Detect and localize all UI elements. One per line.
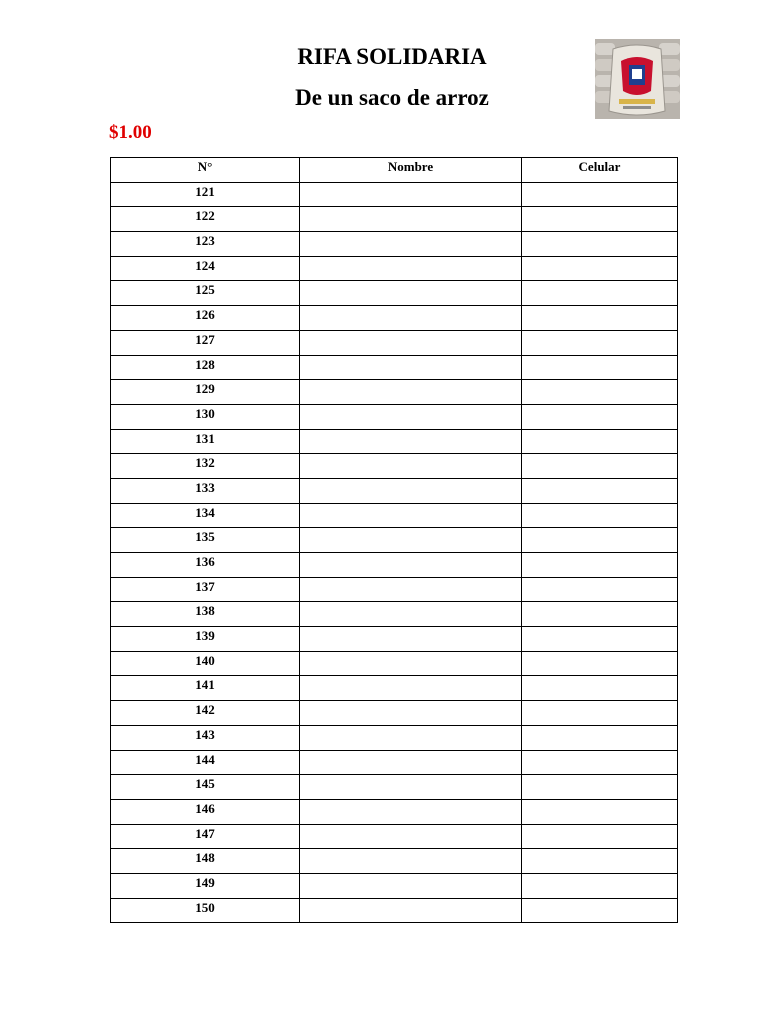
table-row bbox=[111, 799, 678, 824]
name-cell[interactable] bbox=[300, 306, 522, 331]
name-cell[interactable] bbox=[300, 701, 522, 726]
table-row bbox=[111, 256, 678, 281]
phone-cell[interactable] bbox=[522, 849, 678, 874]
phone-cell[interactable] bbox=[522, 429, 678, 454]
table-header-row bbox=[111, 158, 678, 183]
phone-cell[interactable] bbox=[522, 306, 678, 331]
table-row bbox=[111, 306, 678, 331]
phone-cell[interactable] bbox=[522, 577, 678, 602]
phone-cell[interactable] bbox=[522, 553, 678, 578]
page-title: RIFA SOLIDARIA bbox=[297, 44, 487, 69]
name-cell[interactable] bbox=[300, 824, 522, 849]
ticket-number-cell: 139 bbox=[111, 627, 300, 652]
name-cell[interactable] bbox=[300, 528, 522, 553]
phone-cell[interactable] bbox=[522, 454, 678, 479]
table-row bbox=[111, 553, 678, 578]
table-row bbox=[111, 478, 678, 503]
ticket-number-cell: 130 bbox=[111, 404, 300, 429]
ticket-number-cell: 146 bbox=[111, 799, 300, 824]
ticket-number-cell: 121 bbox=[111, 182, 300, 207]
table-row bbox=[111, 330, 678, 355]
name-cell[interactable] bbox=[300, 281, 522, 306]
table-row bbox=[111, 528, 678, 553]
ticket-number-cell: 144 bbox=[111, 750, 300, 775]
name-cell[interactable] bbox=[300, 750, 522, 775]
name-cell[interactable] bbox=[300, 207, 522, 232]
phone-cell[interactable] bbox=[522, 898, 678, 923]
table-row bbox=[111, 873, 678, 898]
ticket-number-cell: 136 bbox=[111, 553, 300, 578]
table-row bbox=[111, 182, 678, 207]
ticket-number-cell: 142 bbox=[111, 701, 300, 726]
name-cell[interactable] bbox=[300, 330, 522, 355]
ticket-number-cell: 145 bbox=[111, 775, 300, 800]
ticket-number-cell: 140 bbox=[111, 651, 300, 676]
name-cell[interactable] bbox=[300, 355, 522, 380]
ticket-number-cell: 133 bbox=[111, 478, 300, 503]
name-cell[interactable] bbox=[300, 503, 522, 528]
ticket-number-cell: 149 bbox=[111, 873, 300, 898]
ticket-number-cell: 122 bbox=[111, 207, 300, 232]
ticket-number-cell: 131 bbox=[111, 429, 300, 454]
phone-cell[interactable] bbox=[522, 651, 678, 676]
ticket-number-cell: 125 bbox=[111, 281, 300, 306]
ticket-number-cell: 141 bbox=[111, 676, 300, 701]
phone-cell[interactable] bbox=[522, 355, 678, 380]
ticket-number-cell: 134 bbox=[111, 503, 300, 528]
price-label: $1.00 bbox=[109, 122, 152, 143]
phone-cell[interactable] bbox=[522, 478, 678, 503]
name-cell[interactable] bbox=[300, 182, 522, 207]
phone-cell[interactable] bbox=[522, 182, 678, 207]
table-row bbox=[111, 627, 678, 652]
table-row bbox=[111, 898, 678, 923]
ticket-number-cell: 127 bbox=[111, 330, 300, 355]
table-row bbox=[111, 824, 678, 849]
phone-cell[interactable] bbox=[522, 701, 678, 726]
table-row bbox=[111, 725, 678, 750]
table-row bbox=[111, 232, 678, 257]
phone-cell[interactable] bbox=[522, 503, 678, 528]
table-row bbox=[111, 577, 678, 602]
name-cell[interactable] bbox=[300, 676, 522, 701]
table-row bbox=[111, 750, 678, 775]
ticket-number-cell: 148 bbox=[111, 849, 300, 874]
ticket-number-cell: 129 bbox=[111, 380, 300, 405]
ticket-number-cell: 138 bbox=[111, 602, 300, 627]
column-header-number: N° bbox=[111, 158, 300, 183]
name-cell[interactable] bbox=[300, 553, 522, 578]
name-cell[interactable] bbox=[300, 873, 522, 898]
ticket-number-cell: 126 bbox=[111, 306, 300, 331]
column-header-name: Nombre bbox=[300, 158, 522, 183]
ticket-number-cell: 132 bbox=[111, 454, 300, 479]
table-row bbox=[111, 701, 678, 726]
phone-cell[interactable] bbox=[522, 799, 678, 824]
name-cell[interactable] bbox=[300, 404, 522, 429]
ticket-number-cell: 124 bbox=[111, 256, 300, 281]
name-cell[interactable] bbox=[300, 602, 522, 627]
ticket-number-cell: 150 bbox=[111, 898, 300, 923]
name-cell[interactable] bbox=[300, 429, 522, 454]
phone-cell[interactable] bbox=[522, 750, 678, 775]
column-header-phone: Celular bbox=[522, 158, 678, 183]
ticket-number-cell: 128 bbox=[111, 355, 300, 380]
ticket-number-cell: 147 bbox=[111, 824, 300, 849]
phone-cell[interactable] bbox=[522, 380, 678, 405]
table-row bbox=[111, 281, 678, 306]
table-row bbox=[111, 849, 678, 874]
table-row bbox=[111, 380, 678, 405]
ticket-number-cell: 143 bbox=[111, 725, 300, 750]
name-cell[interactable] bbox=[300, 256, 522, 281]
phone-cell[interactable] bbox=[522, 725, 678, 750]
name-cell[interactable] bbox=[300, 380, 522, 405]
name-cell[interactable] bbox=[300, 775, 522, 800]
table-row bbox=[111, 775, 678, 800]
ticket-number-cell: 123 bbox=[111, 232, 300, 257]
phone-cell[interactable] bbox=[522, 602, 678, 627]
ticket-number-cell: 137 bbox=[111, 577, 300, 602]
table-row bbox=[111, 429, 678, 454]
name-cell[interactable] bbox=[300, 577, 522, 602]
name-cell[interactable] bbox=[300, 627, 522, 652]
table-row bbox=[111, 207, 678, 232]
phone-cell[interactable] bbox=[522, 330, 678, 355]
ticket-number-cell: 135 bbox=[111, 528, 300, 553]
phone-cell[interactable] bbox=[522, 256, 678, 281]
phone-cell[interactable] bbox=[522, 676, 678, 701]
name-cell[interactable] bbox=[300, 725, 522, 750]
phone-cell[interactable] bbox=[522, 232, 678, 257]
name-cell[interactable] bbox=[300, 478, 522, 503]
table-row bbox=[111, 355, 678, 380]
table-row bbox=[111, 676, 678, 701]
phone-cell[interactable] bbox=[522, 404, 678, 429]
table-row bbox=[111, 602, 678, 627]
raffle-table bbox=[110, 157, 678, 923]
page-subtitle: De un saco de arroz bbox=[295, 85, 489, 110]
table-row bbox=[111, 454, 678, 479]
phone-cell[interactable] bbox=[522, 528, 678, 553]
name-cell[interactable] bbox=[300, 454, 522, 479]
phone-cell[interactable] bbox=[522, 873, 678, 898]
name-cell[interactable] bbox=[300, 849, 522, 874]
rice-sack-image bbox=[595, 39, 680, 119]
name-cell[interactable] bbox=[300, 651, 522, 676]
phone-cell[interactable] bbox=[522, 281, 678, 306]
name-cell[interactable] bbox=[300, 799, 522, 824]
phone-cell[interactable] bbox=[522, 207, 678, 232]
phone-cell[interactable] bbox=[522, 775, 678, 800]
name-cell[interactable] bbox=[300, 898, 522, 923]
name-cell[interactable] bbox=[300, 232, 522, 257]
phone-cell[interactable] bbox=[522, 824, 678, 849]
rice-sack-icon bbox=[595, 39, 680, 119]
table-row bbox=[111, 651, 678, 676]
table-row bbox=[111, 404, 678, 429]
phone-cell[interactable] bbox=[522, 627, 678, 652]
table-row bbox=[111, 503, 678, 528]
